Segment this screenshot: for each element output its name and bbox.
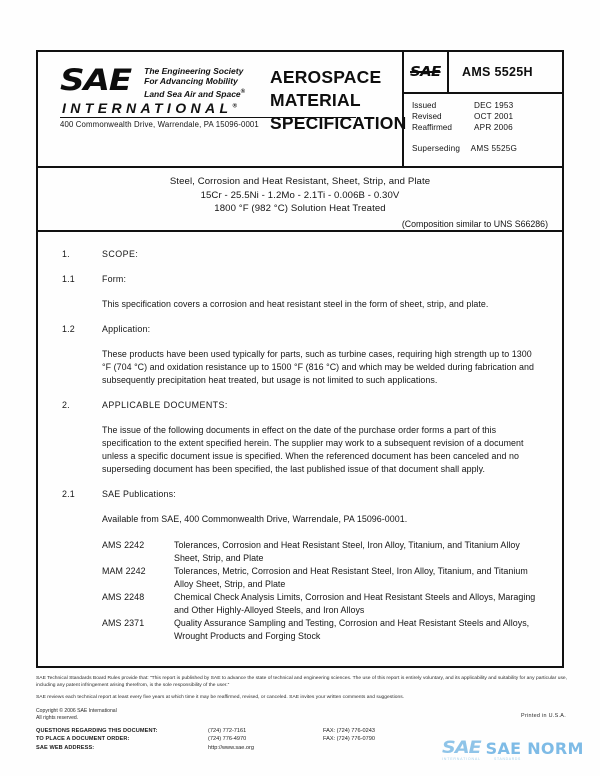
contact-fax-orders: FAX: (724) 776-0790 [323,736,375,743]
date-value-issued: DEC 1953 [474,101,514,110]
section-form [62,273,542,311]
contact-row-web [36,744,456,752]
date-row-issued [412,100,562,111]
list-item [102,617,542,643]
copyright-line: Copyright © 2006 SAE International [36,707,117,714]
document-dates [404,94,562,166]
sae-tagline-line3: Land Sea Air and Space® [144,88,246,99]
document-number: AMS 5525H [462,65,533,79]
material-title-line1: Steel, Corrosion and Heat Resistant, Sheet, Strip, and Plate [169,176,431,187]
date-row-reaffirmed [412,122,562,133]
printed-in-label: Printed in U.S.A. [521,713,566,719]
footer-disclaimer-1: SAE Technical Standards Board Rules provide that: “This report is published by SAE to advance the state of technical and engineering sciences. The use of this report is entirely voluntary, and its applicability and suitability for any particular use, including any patent infringement arising therefrom, is the sole responsibility of the user.” [36,676,568,688]
scope-number: 1. [62,249,70,259]
rights-line: All rights reserved. [36,714,79,721]
document-type-line3: SPECIFICATION [270,113,407,133]
document-description: Tolerances, Corrosion and Heat Resistant Steel, Iron Alloy, Titanium, and Titanium Alloy Sheet, Strip, and Plate [174,540,520,563]
sae-international-word: INTERNATIONAL® [62,100,237,117]
footer-copyright [36,708,568,722]
sae-publications-heading [62,488,542,501]
document-description: Chemical Check Analysis Limits, Corrosion and Heat Resistant Steels and Alloys, Maraging and Other Highly-Alloyed Steels, and Iron Alloys [174,592,536,615]
sae-norm-watermark [442,738,584,772]
contact-phone-questions: (724) 772-7161 [208,728,247,734]
sae-norm-sub-left: INTERNATIONAL [442,757,481,761]
masthead [38,52,562,168]
application-number: 1.2 [62,324,75,334]
masthead-right [402,52,562,166]
sae-publications-availability: Available from SAE, 400 Commonwealth Drive, Warrendale, PA 15096-0001. [102,514,408,524]
document-number-row [404,52,562,94]
superseding-value: AMS 5525G [470,143,518,153]
scope-heading [62,248,542,261]
applicable-documents-title: APPLICABLE DOCUMENTS: [102,400,228,410]
section-sae-publications [62,488,542,643]
date-label-reaffirmed: Reaffirmed [412,123,452,133]
date-row-revised [412,111,562,122]
form-number: 1.1 [62,274,75,284]
uns-composition-note: (Composition similar to UNS S66286) [401,218,548,229]
title-block [38,168,562,232]
applicable-documents-number: 2. [62,400,70,410]
form-heading [62,273,542,286]
material-heat-treatment-line: 1800 °F (982 °C) Solution Heat Treated [214,203,386,215]
section-applicable-documents [62,399,542,476]
contact-web-address[interactable]: http://www.sae.org [208,744,255,751]
material-composition-line: 15Cr - 25.5Ni - 1.2Mo - 2.1Ti - 0.006B - 0.30V [200,189,400,201]
sae-norm-sub-right: STANDARDS [494,757,521,761]
date-value-reaffirmed: APR 2006 [474,123,513,133]
document-id: AMS 2371 [102,618,145,628]
list-item [102,591,542,617]
scope-title: SCOPE: [102,249,139,259]
document-body [38,232,562,643]
contact-label-web: SAE WEB ADDRESS: [36,744,95,751]
document-description: Quality Assurance Sampling and Testing, Corrosion and Heat Resistant Steels and Alloys, Wrought Products and Forging Stock [174,618,530,641]
document-description: Tolerances, Metric, Corrosion and Heat Resistant Steel, Iron Alloy, Titanium, and Titanium Alloy Sheet, Strip, and Plate [174,566,528,589]
contact-fax-questions: FAX: (724) 776-0243 [323,728,375,734]
superseding-row [412,143,562,154]
sae-norm-logo-mark: SAE [442,738,481,758]
superseding-label: Superseding [412,143,461,153]
sae-tagline-line2: For Advancing Mobility [144,76,238,87]
sae-badge-mark: SAE [410,64,441,80]
sae-tagline-line1: The Engineering Society [144,66,244,76]
document-type-title [270,66,420,135]
contact-row-orders [36,735,456,743]
contact-row-questions [36,727,456,735]
sae-publications-number: 2.1 [62,489,75,499]
referenced-document-list [102,539,542,643]
document-id: AMS 2248 [102,592,145,602]
document-id: AMS 2242 [102,540,145,550]
sae-address: 400 Commonwealth Drive, Warrendale, PA 15096-0001 [60,119,259,129]
sae-norm-logo-text: SAE NORM [485,738,584,758]
date-value-revised: OCT 2001 [474,112,514,122]
applicable-documents-text: The issue of the following documents in effect on the date of the purchase order forms a part of this specification to the extent specified herein. The supplier may work to a subsequent revision of a document unless a specific document issue is specified. When the referenced document has been canceled and no superseding document has been specified, the last published issue of that document shall apply. [102,425,524,474]
contact-block [36,727,456,752]
applicable-documents-heading [62,399,542,412]
sae-badge [404,52,449,92]
document-type-line1: AEROSPACE [270,67,382,87]
list-item [102,539,542,565]
form-title: Form: [102,274,127,284]
footer-legal [36,676,568,729]
contact-label-questions: QUESTIONS REGARDING THIS DOCUMENT: [36,728,158,734]
footer-disclaimer-2: SAE reviews each technical report at least every five years at which time it may be reaffirmed, revised, or canceled. SAE invites your written comments and suggestions. [36,695,405,701]
section-application [62,323,542,387]
application-heading [62,323,542,336]
application-title: Application: [102,324,151,334]
sae-tagline [144,64,245,99]
form-text: This specification covers a corrosion and heat resistant steel in the form of sheet, strip, and plate. [102,299,489,309]
application-text: These products have been used typically for parts, such as turbine cases, requiring high strength up to 1300 °F (704 °C) and oxidation resistance up to 1500 °F (816 °C) and which may be welded during fabrication and subsequently precipitation heat treated, but usage is not limited to such applications. [102,349,534,385]
contact-phone-orders: (724) 776-4970 [208,736,247,743]
contact-label-orders: TO PLACE A DOCUMENT ORDER: [36,736,130,743]
document-id: MAM 2242 [102,566,146,576]
date-label-issued: Issued [412,101,437,110]
sae-logo-mark: SAE [60,63,131,97]
specification-frame [36,50,564,668]
list-item [102,565,542,591]
document-type-line2: MATERIAL [270,90,361,110]
date-label-revised: Revised [412,112,442,122]
sae-publications-title: SAE Publications: [102,489,176,499]
section-scope [62,248,542,261]
